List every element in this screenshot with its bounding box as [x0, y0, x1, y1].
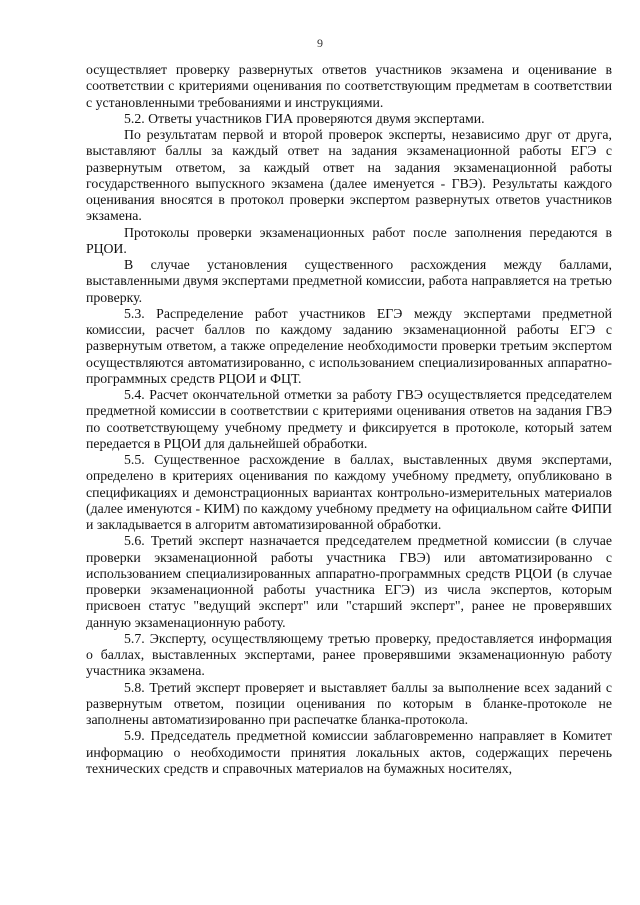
paragraph-discrepancy: В случае установления существенного расхождения между баллами, выставленными двумя экспертами предметной комиссии, работа направляется на третью проверку.	[86, 257, 612, 305]
paragraph-5-9: 5.9. Председатель предметной комиссии заблаговременно направляет в Комитет информацию о необходимости принятия локальных актов, содержащих перечень технических средств и справочных материалов на бумажных носителях,	[86, 728, 612, 776]
document-body	[86, 62, 612, 777]
paragraph-5-3: 5.3. Распределение работ участников ЕГЭ между экспертами предметной комиссии, расчет баллов по каждому заданию экзаменационной работы ЕГЭ с развернутым ответом, а также определение необходимости проверки третьим экспертом осуществляются автоматизированно, с использованием специализированных аппаратно-программных средств РЦОИ и ФЦТ.	[86, 305, 612, 386]
paragraph-5-2: 5.2. Ответы участников ГИА проверяются двумя экспертами.	[124, 110, 485, 126]
page-number: 9	[317, 36, 323, 50]
paragraph-5-8: 5.8. Третий эксперт проверяет и выставляет баллы за выполнение всех заданий с развернутым ответом, позиции оценивания по которым в бланке-протоколе не заполнены автоматизированно при распечатке бланка-протокола.	[86, 679, 612, 727]
paragraph-5-5: 5.5. Существенное расхождение в баллах, выставленных двумя экспертами, определено в критериях оценивания по каждому учебному предмету, опубликовано в спецификациях и демонстрационных вариантах контрольно-измерительных материалов (далее именуются - КИМ) по каждому учебному предмету на официальном сайте ФИПИ и закладывается в алгоритм автоматизированной обработки.	[86, 452, 612, 532]
paragraph-5-4: 5.4. Расчет окончательной отметки за работу ГВЭ осуществляется председателем предметной комиссии в соответствии с критериями оценивания ответов на задания ГВЭ по соответствующему учебному предмету и фиксируется в протоколе, который затем передается в РЦОИ для дальнейшей обработки.	[86, 387, 612, 451]
paragraph-1-continuation: осуществляет проверку развернутых ответов участников экзамена и оценивание в соответствии с критериями оценивания по соответствующим предметам в соответствии с установленными требованиями и инструкциями.	[86, 62, 612, 110]
paragraph-results: По результатам первой и второй проверок эксперты, независимо друг от друга, выставляют баллы за каждый ответ на задания экзаменационной работы ЕГЭ с развернутым ответом, за каждый ответ на задания экзаменационной работы государственного выпускного экзамена (далее именуется - ГВЭ). Результаты каждого оценивания вносятся в протокол проверки экспертом развернутых ответов участников экзамена.	[86, 127, 612, 224]
paragraph-5-6: 5.6. Третий эксперт назначается председателем предметной комиссии (в случае проверки экзаменационной работы участника ГВЭ) или автоматизированно с использованием специализированных аппаратно-программных средств РЦОИ (в случае проверки экзаменационной работы участника ЕГЭ) из числа экспертов, которым присвоен статус "ведущий эксперт" или "старший эксперт", ранее не проверявших данную экзаменационную работу.	[86, 533, 612, 630]
paragraph-5-7: 5.7. Эксперту, осуществляющему третью проверку, предоставляется информация о баллах, выставленных экспертами, ранее проверявшими экзаменационную работу участника экзамена.	[86, 630, 612, 679]
paragraph-protocols: Протоколы проверки экзаменационных работ после заполнения передаются в РЦОИ.	[86, 224, 612, 256]
